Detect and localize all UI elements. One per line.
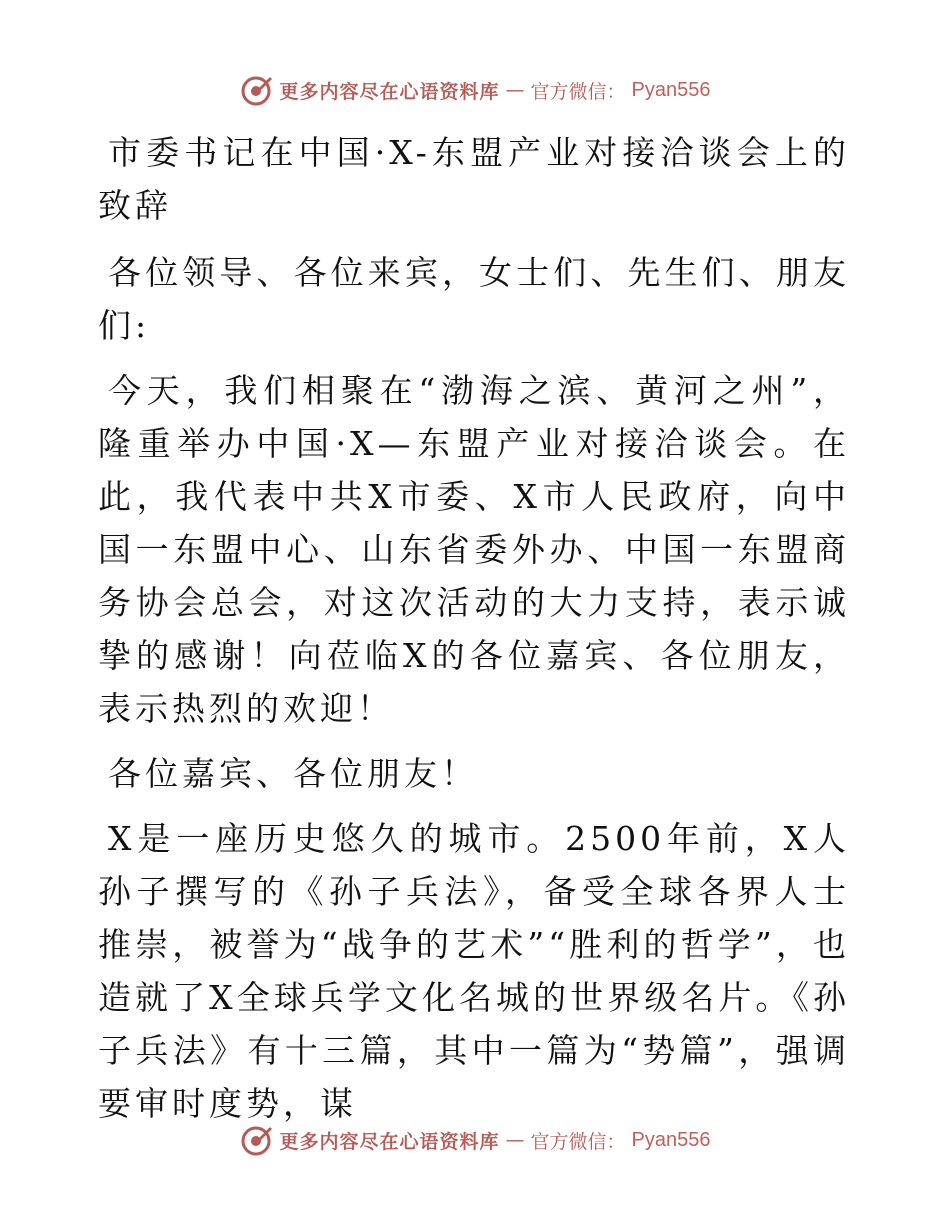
- banner-wechat-id: Pyan556: [631, 1128, 711, 1151]
- banner-separator: —: [505, 79, 525, 101]
- banner-text: 更多内容尽在心语资料库: [279, 80, 500, 103]
- pen-logo-icon: [240, 1123, 274, 1157]
- header-watermark-banner: [0, 70, 950, 110]
- document-body: [98, 126, 850, 1142]
- document-title: 市委书记在中国·X-东盟产业对接洽谈会上的致辞: [98, 133, 850, 225]
- paragraph: 今天，我们相聚在“渤海之滨、黄河之州”，隆重举办中国·X—东盟产业对接洽谈会。在此，我代表中共X市委、X市人民政府，向中国一东盟中心、山东省委外办、中国一东盟商务协会总会，对这次活动的大力支持，表示诚挚的感谢！向莅临X的各位嘉宾、各位朋友，表示热烈的欢迎！: [98, 371, 850, 728]
- paragraph: 各位领导、各位来宾，女士们、先生们、朋友们:: [98, 253, 850, 345]
- banner-wechat-label: 官方微信：: [530, 1130, 626, 1153]
- paragraph: 各位嘉宾、各位朋友！: [108, 754, 478, 793]
- banner-wechat-label: 官方微信：: [530, 80, 626, 103]
- banner-text: 更多内容尽在心语资料库: [279, 1130, 500, 1153]
- footer-watermark-banner: [0, 1120, 950, 1160]
- pen-logo-icon: [240, 73, 274, 107]
- banner-separator: —: [505, 1129, 525, 1151]
- banner-wechat-id: Pyan556: [631, 78, 711, 101]
- paragraph: X是一座历史悠久的城市。2500年前，X人孙子撰写的《孙子兵法》，备受全球各界人士推崇，被誉为“战争的艺术”“胜利的哲学”，也造就了X全球兵学文化名城的世界级名片。《孙子兵法》有十三篇，其中一篇为“势篇”，强调要审时度势，谋: [98, 819, 850, 1123]
